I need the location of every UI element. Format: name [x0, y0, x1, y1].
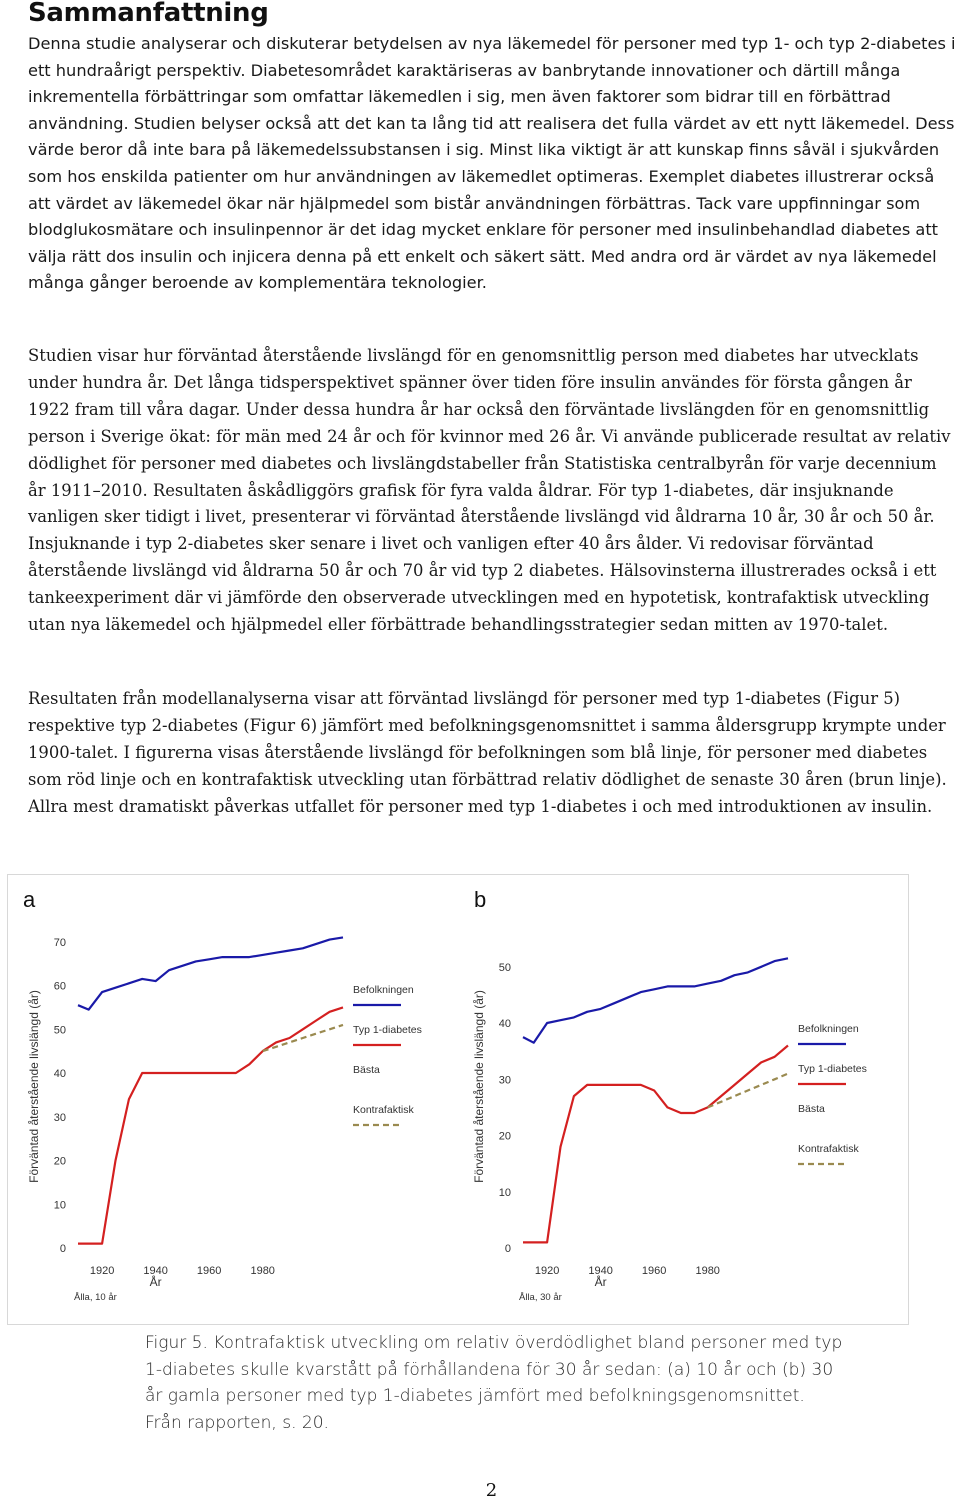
figure-caption: Figur 5. Kontrafaktisk utveckling om relativ överdödlighet bland personer med typ 1-diabetes skulle kvarstått på förhållandena för 30 år sedan: (a) 10 år och (b) 30 år gamla personer med typ 1-diabetes jämfört med befolkningsgenomsnittet. Från rapporten, s. 20.	[145, 1333, 843, 1433]
legend-label: Bästa	[798, 1103, 825, 1115]
y-tick-label: 40	[53, 1068, 66, 1080]
y-tick-label: 0	[59, 1243, 66, 1255]
x-tick-label: 1980	[250, 1265, 275, 1277]
y-tick-label: 60	[53, 980, 66, 993]
figure-5	[7, 874, 909, 1325]
x-tick-label: 1920	[534, 1265, 560, 1277]
y-tick-label: 10	[498, 1186, 511, 1199]
y-tick-label: 30	[53, 1111, 66, 1124]
x-tick-label: 1920	[89, 1265, 115, 1277]
series-line-typ-1-diabetes	[523, 1046, 788, 1243]
y-tick-label: 50	[53, 1024, 66, 1037]
y-axis-label: Förväntad återstående livslängd (år)	[472, 990, 486, 1183]
legend-label: Befolkningen	[353, 984, 414, 996]
figure-5-chart	[8, 875, 908, 1324]
x-axis-label: År	[594, 1275, 607, 1289]
legend-label: Kontrafaktisk	[798, 1143, 859, 1155]
y-tick-label: 50	[498, 961, 511, 974]
panel-letter: b	[474, 887, 487, 912]
panel-note: Ålla, 30 år	[519, 1292, 562, 1303]
legend-label: Kontrafaktisk	[353, 1104, 414, 1116]
panel-letter: a	[23, 887, 36, 912]
paragraph-2: Studien visar hur förväntad återstående livslängd för en genomsnittlig person med diabetes har utvecklats under hundra år. Det långa tidsperspektivet spänner över tiden före insulin användes för första gången år 1922 fram till våra dagar. Under dessa hundra år har också den förväntade livslängden för en genomsnittlig person i Sverige ökat: för män med 24 år och för kvinnor med 26 år. Vi använde publicerade resultat av relativ dödlighet för personer med diabetes och livslängdstabeller från Statistiska centralbyrån för varje decennium år 1911–2010. Resultaten åskådliggörs grafisk för fyra valda åldrar. För typ 1-diabetes, där insjuknande vanligen sker tidigt i livet, presenterar vi förväntad återstående livslängd vid åldrarna 10 år, 30 år och 50 år. Insjuknande i typ 2-diabetes sker senare i livet och vanligen efter 40 års ålder. Vi redovisar förväntad återstående livslängd vid åldrarna 50 år och 70 år vid typ 2 diabetes. Hälsovinsterna illustrerades också i ett tankeexperiment där vi jämförde den observerade utvecklingen med en hypotetisk, kontrafaktisk utveckling utan nya läkemedel och hjälpmedel eller förbättrade behandlingsstrategier sedan mitten av 1970-talet.	[28, 346, 951, 635]
y-tick-label: 40	[498, 1018, 511, 1030]
x-axis-label: År	[149, 1275, 162, 1289]
y-tick-label: 20	[498, 1130, 511, 1143]
legend-label: Typ 1-diabetes	[353, 1024, 422, 1036]
y-axis-label: Förväntad återstående livslängd (år)	[27, 990, 41, 1183]
y-tick-label: 10	[53, 1199, 66, 1212]
x-tick-label: 1940	[588, 1265, 613, 1277]
x-tick-label: 1980	[695, 1265, 720, 1277]
y-tick-label: 30	[498, 1074, 511, 1087]
series-line-kontrafaktisk	[708, 1074, 788, 1108]
x-tick-label: 1960	[641, 1265, 667, 1277]
panel-note: Ålla, 10 år	[74, 1292, 117, 1303]
legend-label: Typ 1-diabetes	[798, 1063, 867, 1075]
legend-label: Bästa	[353, 1064, 380, 1076]
legend-label: Befolkningen	[798, 1023, 859, 1035]
paragraph-3: Resultaten från modellanalyserna visar att förväntad livslängd för personer med typ 1-diabetes (Figur 5) respektive typ 2-diabetes (Figur 6) jämfört med befolkningsgenomsnittet i samma åldersgrupp krympte under 1900-talet. I figurerna visas återstående livslängd för befolkningen som blå linje, för personer med diabetes som röd linje och en kontrafaktisk utveckling utan förbättrad relativ dödlighet de senaste 30 åren (brun linje). Allra mest dramatiskt påverkas utfallet för personer med typ 1-diabetes i och med introduktionen av insulin.	[28, 689, 947, 816]
y-tick-label: 70	[53, 936, 66, 949]
series-line-befolkningen	[78, 937, 343, 1009]
series-line-typ-1-diabetes	[78, 1007, 343, 1243]
x-tick-label: 1960	[196, 1265, 222, 1277]
series-line-befolkningen	[523, 958, 788, 1042]
y-tick-label: 20	[53, 1155, 66, 1168]
page-number: 2	[485, 1480, 498, 1501]
paragraph-1: Denna studie analyserar och diskuterar betydelsen av nya läkemedel för personer med typ 1- och typ 2-diabetes i ett hundraårigt perspektiv. Diabetesområdet karaktäriseras av banbrytande innovationer och därtill många inkrementella förbättringar som omfattar läkemedlen i sig, men även faktorer som bidrar till en förbättrad användning. Studien belyser också att det kan ta lång tid att realisera det fulla värdet av ett nytt läkemedel. Dess värde beror då inte bara på läkemedelssubstansen i sig. Minst lika viktigt är att kunskap finns såväl i sjukvården som hos enskilda patienter om hur användningen av läkemedlet optimeras. Exemplet diabetes illustrerar också att värdet av läkemedel ökar när hjälpmedel som bistår användningen förbättras. Tack vare uppfinningar som blodglukosmätare och insulinpennor är det idag mycket enklare för personer med insulinbehandlad diabetes att välja rätt dos insulin och injicera denna på ett enkelt och säkert sätt. Med andra ord är värdet av nya läkemedel många gånger beroende av komplementära teknologier.	[28, 34, 956, 293]
page-title: Sammanfattning	[28, 0, 269, 28]
y-tick-label: 0	[504, 1243, 511, 1255]
x-tick-label: 1940	[143, 1265, 168, 1277]
